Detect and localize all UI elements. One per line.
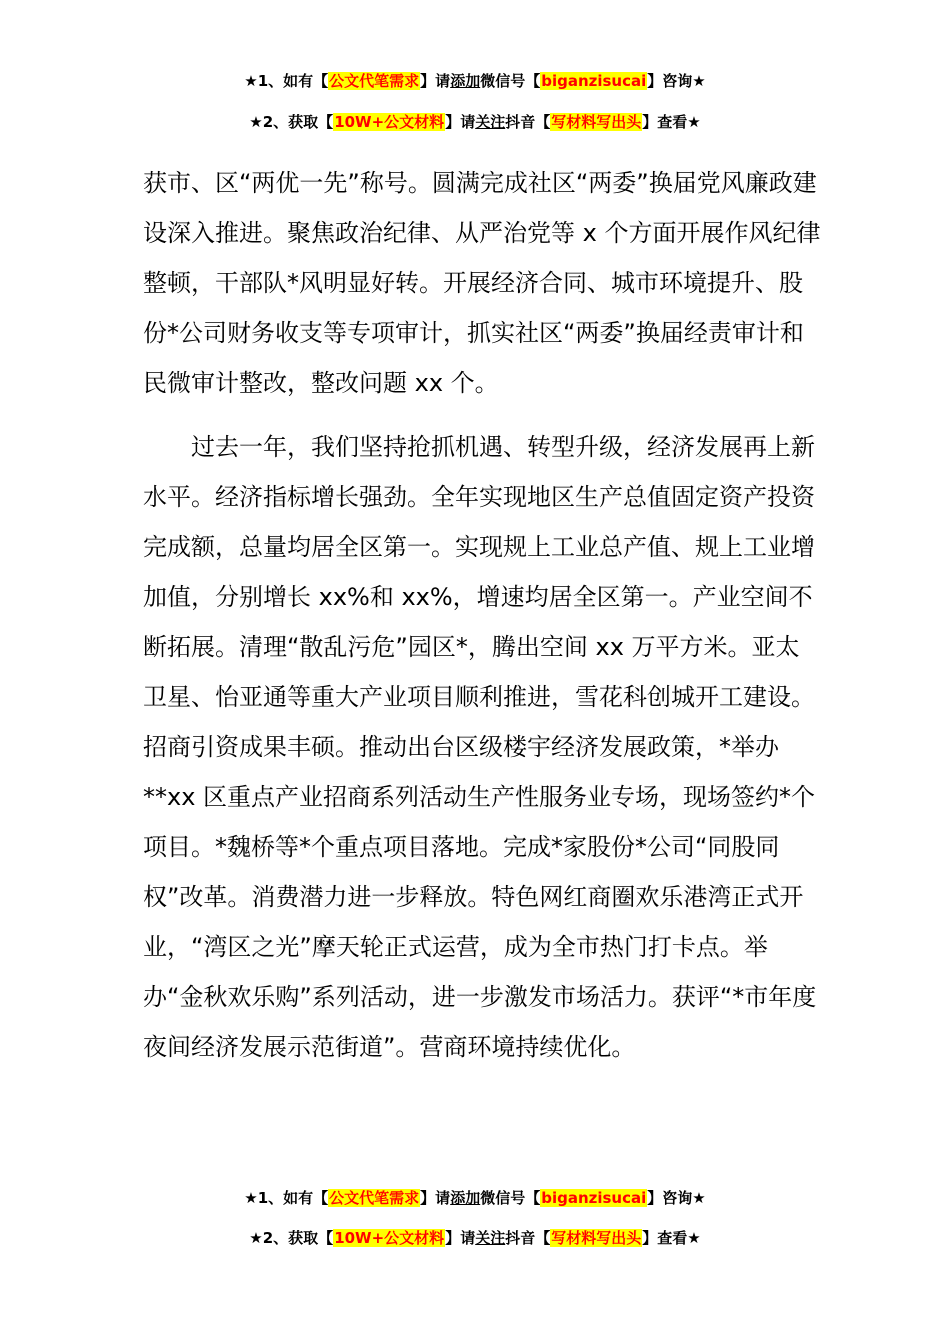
header-promo-line-1 (0, 71, 950, 91)
promo-text: 】查看★ (642, 1229, 701, 1247)
promo-douyin-id: 写材料写出头 (551, 113, 642, 131)
promo-underlined-text: 关注 (475, 113, 506, 131)
header-promo-line-2 (0, 112, 950, 132)
promo-wechat-id: biganzisucai (541, 1189, 647, 1207)
promo-text: 】请 (420, 1189, 451, 1207)
promo-text: 】请 (445, 113, 476, 131)
body-paragraph-2: 过去一年，我们坚持抢抓机遇、转型升级，经济发展再上新水平。经济指标增长强劲。全年实现地区生产总值固定资产投资完成额，总量均居全区第一。实现规上工业总产值、规上工业增加值，分别增长 xx%和 xx%，增速均居全区第一。产业空间不断拓展。清理“散乱污危”园区*，腾出空间 xx 万平方米。亚太卫星、怡亚通等重大产业项目顺利推进，雪花科创城开工建设。招商引资成果丰硕。推动出台区级楼宇经济发展政策，*举办**xx 区重点产业招商系列活动生产性服务业专场，现场签约*个项目。*魏桥等*个重点项目落地。完成*家股份*公司“同股同权”改革。消费潜力进一步释放。特色网红商圈欢乐港湾正式开业，“湾区之光”摩天轮正式运营，成为全市热门打卡点。举办“金秋欢乐购”系列活动，进一步激发市场活力。获评“*市年度夜间经济发展示范街道”。营商环境持续优化。 (143, 433, 817, 1061)
document-body (143, 158, 823, 1072)
promo-text: ★2、获取【 (249, 1229, 334, 1247)
promo-underlined-text: 添加 (450, 72, 481, 90)
promo-text: 】查看★ (642, 113, 701, 131)
promo-text: 】咨询★ (647, 72, 706, 90)
footer-promo-line-2 (0, 1228, 950, 1248)
promo-text: 微信号【 (480, 1189, 541, 1207)
promo-wechat-id: biganzisucai (541, 72, 647, 90)
promo-highlight: 10W+公文材料 (334, 1229, 445, 1247)
promo-text: 抖音【 (505, 113, 551, 131)
body-paragraph-1: 获市、区“两优一先”称号。圆满完成社区“两委”换届党风廉政建设深入推进。聚焦政治纪律、从严治党等 x 个方面开展作风纪律整顿，干部队*风明显好转。开展经济合同、城市环境提升、股份*公司财务收支等专项审计，抓实社区“两委”换届经责审计和民微审计整改，整改问题 xx 个。 (143, 169, 821, 397)
promo-text: ★2、获取【 (249, 113, 334, 131)
promo-text: 】请 (420, 72, 451, 90)
promo-underlined-text: 关注 (475, 1229, 506, 1247)
promo-text: 】咨询★ (647, 1189, 706, 1207)
promo-text: 】请 (445, 1229, 476, 1247)
promo-douyin-id: 写材料写出头 (551, 1229, 642, 1247)
promo-highlight: 10W+公文材料 (334, 113, 445, 131)
promo-text: ★1、如有【 (244, 72, 329, 90)
promo-text: ★1、如有【 (244, 1189, 329, 1207)
promo-text: 微信号【 (480, 72, 541, 90)
promo-underlined-text: 添加 (450, 1189, 481, 1207)
footer-promo-line-1 (0, 1188, 950, 1208)
promo-text: 抖音【 (505, 1229, 551, 1247)
promo-highlight: 公文代笔需求 (329, 1189, 420, 1207)
promo-highlight: 公文代笔需求 (329, 72, 420, 90)
